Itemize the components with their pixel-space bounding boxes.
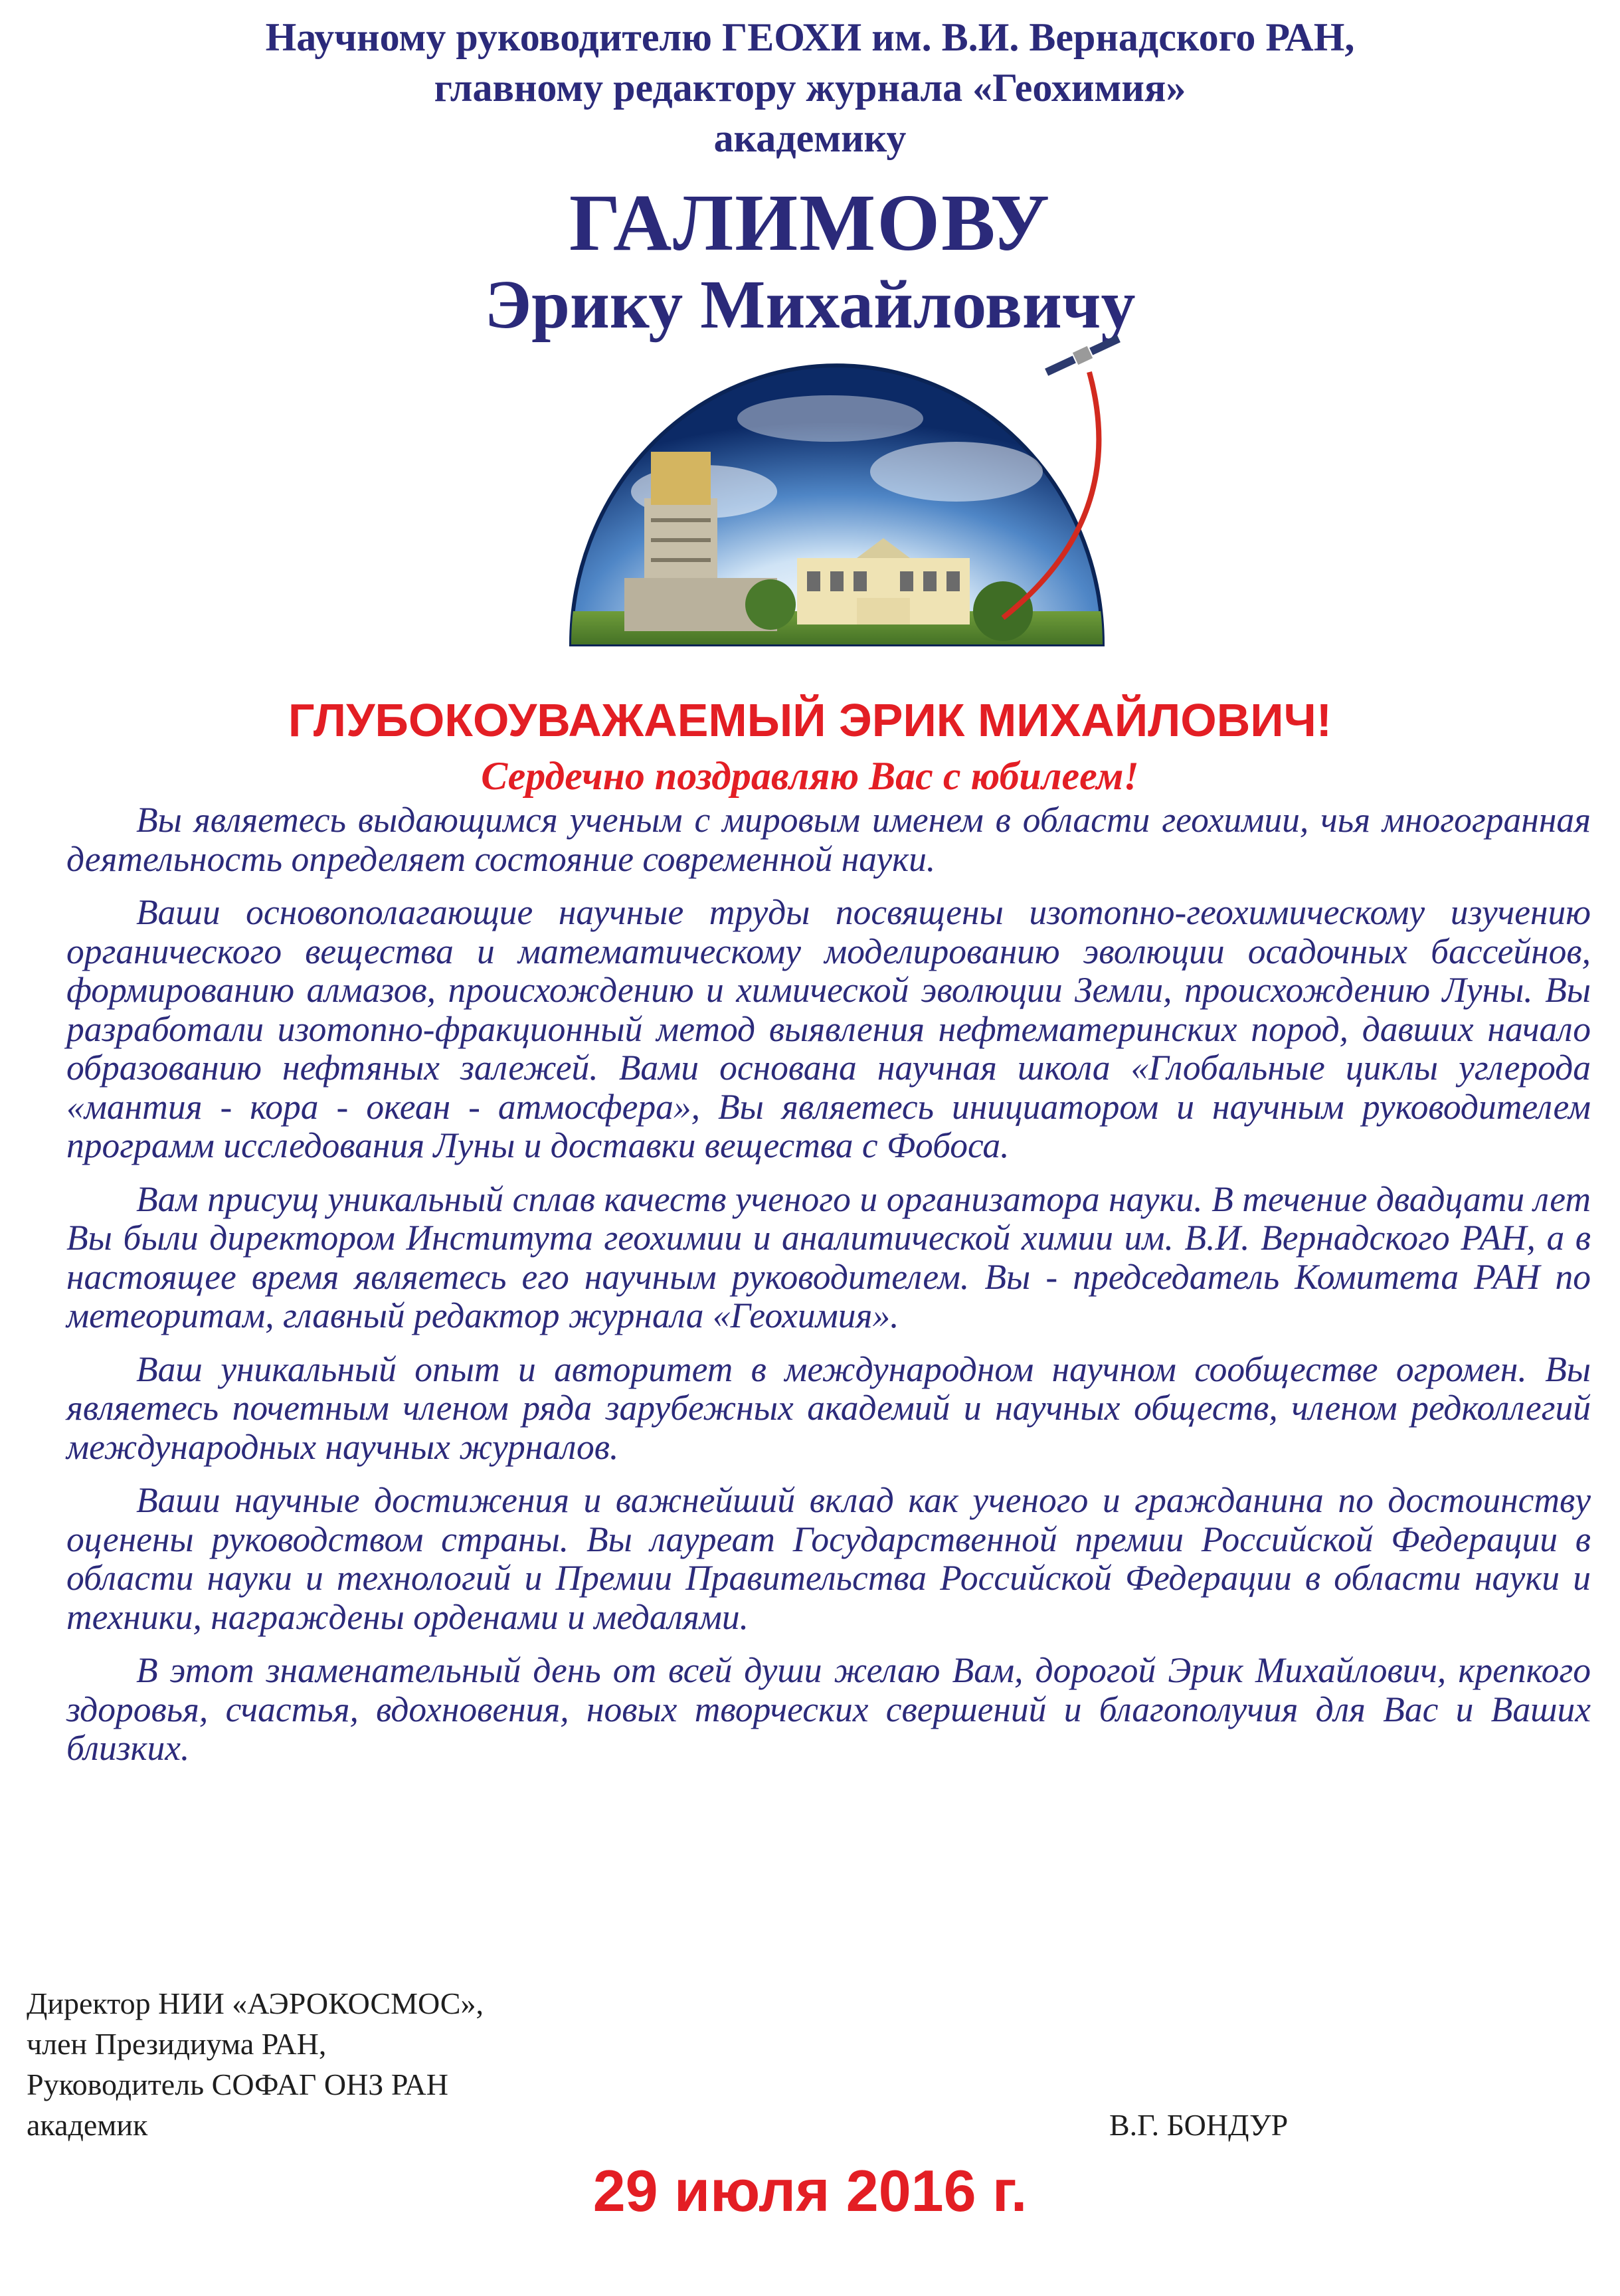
congratulation-line: Сердечно поздравляю Вас с юбилеем! <box>481 754 1139 798</box>
signature-block <box>27 1983 757 2145</box>
salutation: ГЛУБОКОУВАЖАЕМЫЙ ЭРИК МИХАЙЛОВИЧ! <box>288 694 1332 746</box>
signer-name: В.Г. БОНДУР <box>1109 2108 1289 2142</box>
satellite-icon <box>1043 333 1121 379</box>
addressee-given-name: Эрику Михайловичу <box>484 266 1136 343</box>
addressee-surname: ГАЛИМОВУ <box>569 178 1051 268</box>
paragraph: Ваши научные достижения и важнейший вклад как ученого и гражданина по достоинству оценены руководством страны. Вы лауреат Государственной премии Российской Федерации в области науки и технологий и Премии Правительства Российской Федерации в области науки и техники, награждены орденами и медалями. <box>66 1480 1591 1637</box>
paragraph: Ваш уникальный опыт и авторитет в международном научном сообществе огромен. Вы являетесь почетным членом ряда зарубежных академий и научных обществ, членом редколлегий международных научных журналов. <box>66 1349 1591 1467</box>
signature-title-2: член Президиума РАН, <box>27 2027 327 2061</box>
addressee-line-2: главному редактору журнала «Геохимия» <box>434 66 1186 110</box>
letter-body <box>66 801 1591 1782</box>
globe-illustration <box>545 319 1182 678</box>
addressee-line-1: Научному руководителю ГЕОХИ им. В.И. Вернадского РАН, <box>265 15 1355 59</box>
signature-title-4: академик <box>27 2108 148 2142</box>
addressee-line-3: академику <box>713 116 907 160</box>
paragraph: Вам присущ уникальный сплав качеств ученого и организатора науки. В течение двадцати лет Вы были директором Института геохимии и аналитической химии им. В.И. Вернадского РАН, а в настоящее время являетесь его научным руководителем. Вы - председатель Комитета РАН по метеоритам, главный редактор журнала «Геохимия». <box>66 1179 1591 1335</box>
addressee-header <box>0 12 1620 344</box>
paragraph: Вы являетесь выдающимся ученым с мировым именем в области геохимии, чья многогранная деятельность определяет состояние современной науки. <box>66 800 1591 879</box>
paragraph: В этот знаменательный день от всей души желаю Вам, дорогой Эрик Михайлович, крепкого здоровья, счастья, вдохновения, новых творческих свершений и благополучия для Вас и Ваших близких. <box>66 1650 1591 1768</box>
letter-date: 29 июля 2016 г. <box>592 2158 1028 2224</box>
signature-title-3: Руководитель СОФАГ ОНЗ РАН <box>27 2067 448 2101</box>
signature-title-1: Директор НИИ «АЭРОКОСМОС», <box>27 1986 484 2020</box>
paragraph: Ваши основополагающие научные труды посвящены изотопно-геохимическому изучению органического вещества и математическому моделированию эволюции осадочных бассейнов, формированию алмазов, происхождению и химической эволюции Земли, происхождению Луны. Вы разработали изотопно-фракционный метод выявления нефтематеринских пород, давших начало образованию нефтяных залежей. Вами основана научная школа «Глобальные циклы углерода «мантия - кора - океан - атмосфера», Вы являетесь инициатором и научным руководителем программ исследования Луны и доставки вещества с Фобоса. <box>66 892 1591 1165</box>
